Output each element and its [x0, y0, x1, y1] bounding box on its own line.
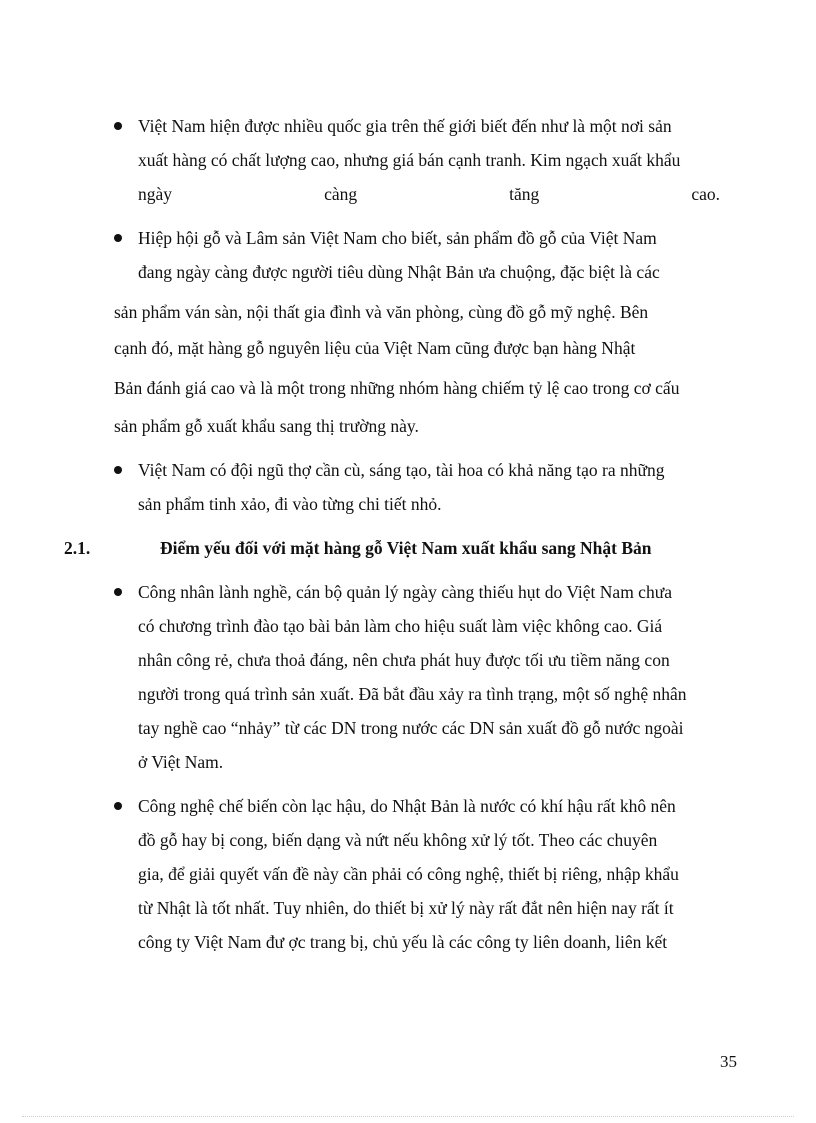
- paragraph-line: sản phẩm gỗ xuất khẩu sang thị trường này.: [114, 416, 419, 436]
- section-number: 2.1.: [64, 538, 91, 558]
- paragraph-line: người trong quá trình sản xuất. Đã bắt đầu xảy ra tình trạng, một số nghệ nhân: [138, 684, 687, 704]
- paragraph-line: Việt Nam hiện được nhiều quốc gia trên thế giới biết đến như là một nơi sản: [138, 116, 672, 136]
- word: cao.: [691, 184, 720, 204]
- paragraph-line: từ Nhật là tốt nhất. Tuy nhiên, do thiết bị xử lý này rất đắt nên hiện nay rất ít: [138, 898, 674, 918]
- paragraph-line: sản phẩm tinh xảo, đi vào từng chi tiết nhỏ.: [138, 494, 442, 514]
- paragraph-line: xuất hàng có chất lượng cao, nhưng giá bán cạnh tranh. Kim ngạch xuất khẩu: [138, 150, 681, 170]
- paragraph-line: nhân công rẻ, chưa thoả đáng, nên chưa phát huy được tối ưu tiềm năng con: [138, 650, 670, 670]
- section-title: Điểm yếu đối với mặt hàng gỗ Việt Nam xuất khẩu sang Nhật Bản: [160, 538, 652, 558]
- word: ngày: [138, 184, 173, 204]
- paragraph-line: công ty Việt Nam đư ợc trang bị, chủ yếu là các công ty liên doanh, liên kết: [138, 932, 668, 952]
- bullet-dot-5: [114, 802, 122, 810]
- word: tăng: [509, 184, 540, 204]
- paragraph-line: Việt Nam có đội ngũ thợ cần cù, sáng tạo, tài hoa có khả năng tạo ra những: [138, 460, 665, 480]
- bullet-dot-4: [114, 588, 122, 596]
- paragraph-line: đồ gỗ hay bị cong, biến dạng và nứt nếu không xử lý tốt. Theo các chuyên: [138, 830, 658, 850]
- paragraph-line: đang ngày càng được người tiêu dùng Nhật Bản ưa chuộng, đặc biệt là các: [138, 262, 660, 282]
- page-number: 35: [720, 1052, 737, 1071]
- word: càng: [324, 184, 358, 204]
- paragraph-line: Công nhân lành nghề, cán bộ quản lý ngày càng thiếu hụt do Việt Nam chưa: [138, 582, 672, 602]
- bullet-dot-2: [114, 234, 122, 242]
- paragraph-line: Bản đánh giá cao và là một trong những nhóm hàng chiếm tỷ lệ cao trong cơ cấu: [114, 378, 680, 398]
- paragraph-line: ở Việt Nam.: [138, 752, 224, 772]
- bullet-dot-3: [114, 466, 122, 474]
- paragraph-line: gia, để giải quyết vấn đề này cần phải có công nghệ, thiết bị riêng, nhập khẩu: [138, 864, 679, 884]
- page-bottom-divider: [22, 1116, 794, 1117]
- bullet-dot-1: [114, 122, 122, 130]
- paragraph-line: sản phẩm ván sàn, nội thất gia đình và văn phòng, cùng đồ gỗ mỹ nghệ. Bên: [114, 302, 649, 322]
- paragraph-line: Hiệp hội gỗ và Lâm sản Việt Nam cho biết, sản phẩm đồ gỗ của Việt Nam: [138, 228, 657, 248]
- paragraph-line: có chương trình đào tạo bài bản làm cho hiệu suất làm việc không cao. Giá: [138, 616, 663, 636]
- paragraph-line: Công nghệ chế biến còn lạc hậu, do Nhật Bản là nước có khí hậu rất khô nên: [138, 796, 676, 816]
- spread-line: [138, 184, 720, 204]
- paragraph-line: tay nghề cao “nhảy” từ các DN trong nước các DN sản xuất đồ gỗ nước ngoài: [138, 718, 684, 738]
- paragraph-line: cạnh đó, mặt hàng gỗ nguyên liệu của Việt Nam cũng được bạn hàng Nhật: [114, 338, 636, 358]
